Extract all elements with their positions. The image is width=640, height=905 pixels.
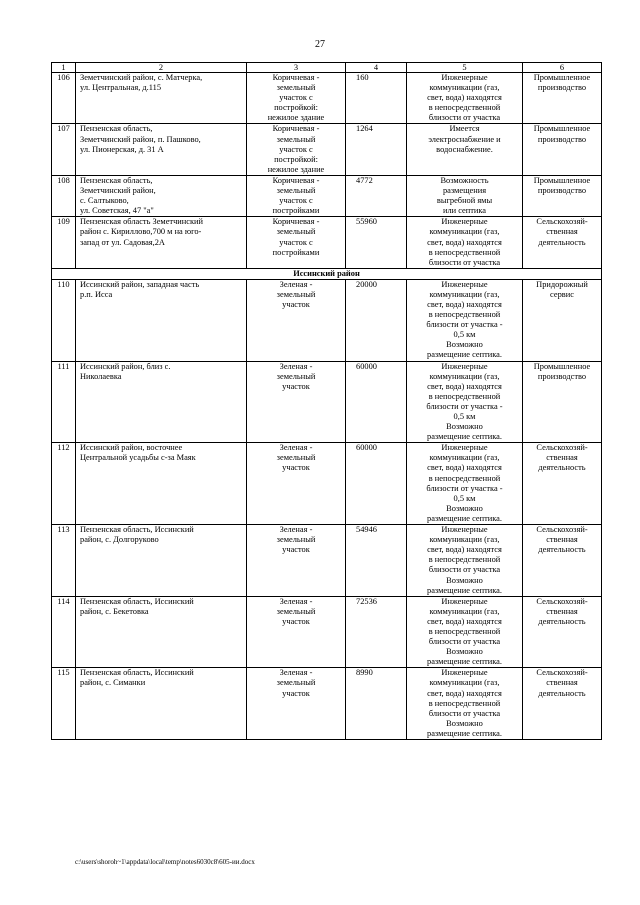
area-cell: 60000 <box>346 443 407 525</box>
file-path-footer: c:\users\shoroh~1\appdata\local\temp\notes6030c8\605-ии.docx <box>75 858 255 866</box>
row-number: 106 <box>52 73 76 124</box>
table-row <box>52 73 602 124</box>
utilities-cell: Инженерные коммуникации (газ, свет, вода) находятся в непосредственной близости от участка Возможно размещение септика. <box>407 668 523 740</box>
table-row <box>52 175 602 216</box>
area-cell: 8990 <box>346 668 407 740</box>
utilities-cell: Имеется электроснабжение и водоснабжение. <box>407 124 523 175</box>
land-plots-table <box>51 62 602 740</box>
utilities-cell: Инженерные коммуникации (газ, свет, вода) находятся в непосредственной близости от участка - 0,5 км Возможно размещение септика. <box>407 361 523 443</box>
area-cell: 54946 <box>346 525 407 597</box>
address-cell: Земетчинский район, с. Матчерка, ул. Центральная, д.115 <box>76 73 247 124</box>
address-cell: Пензенская область Земетчинский район с. Кириллово,700 м на юго- запад от ул. Садовая,2А <box>76 217 247 268</box>
purpose-cell: Сельскохозяй- ственная деятельность <box>523 443 602 525</box>
category-cell: Коричневая - земельный участок с постройкой: нежилое здание <box>247 73 346 124</box>
category-cell: Зеленая - земельный участок <box>247 596 346 668</box>
area-cell: 60000 <box>346 361 407 443</box>
address-cell: Иссинский район, близ с. Николаевка <box>76 361 247 443</box>
row-number: 112 <box>52 443 76 525</box>
category-cell: Коричневая - земельный участок с постройкой: нежилое здание <box>247 124 346 175</box>
category-cell: Зеленая - земельный участок <box>247 279 346 361</box>
area-cell: 160 <box>346 73 407 124</box>
table-row <box>52 596 602 668</box>
column-header: 5 <box>407 63 523 73</box>
category-cell: Коричневая - земельный участок с постройками <box>247 175 346 216</box>
area-cell: 55960 <box>346 217 407 268</box>
address-cell: Иссинский район, восточнее Центральной усадьбы с-за Маяк <box>76 443 247 525</box>
area-cell: 20000 <box>346 279 407 361</box>
purpose-cell: Сельскохозяй- ственная деятельность <box>523 668 602 740</box>
row-number: 108 <box>52 175 76 216</box>
row-number: 113 <box>52 525 76 597</box>
address-cell: Иссинский район, западная часть р.п. Исса <box>76 279 247 361</box>
category-cell: Зеленая - земельный участок <box>247 668 346 740</box>
table-row <box>52 443 602 525</box>
page-number: 27 <box>315 39 325 50</box>
column-header: 2 <box>76 63 247 73</box>
table-row <box>52 124 602 175</box>
category-cell: Зеленая - земельный участок <box>247 361 346 443</box>
utilities-cell: Инженерные коммуникации (газ, свет, вода) находятся в непосредственной близости от участка Возможно размещение септика. <box>407 525 523 597</box>
column-header: 6 <box>523 63 602 73</box>
row-number: 109 <box>52 217 76 268</box>
table-row <box>52 279 602 361</box>
address-cell: Пензенская область, Земетчинский район, с. Салтыково, ул. Советская, 47 "а" <box>76 175 247 216</box>
area-cell: 4772 <box>346 175 407 216</box>
address-cell: Пензенская область, Земетчинский район, п. Пашково, ул. Пионерская, д. 31 А <box>76 124 247 175</box>
area-cell: 1264 <box>346 124 407 175</box>
purpose-cell: Промышленное производство <box>523 361 602 443</box>
column-header: 1 <box>52 63 76 73</box>
section-title: Иссинский район <box>52 268 602 279</box>
address-cell: Пензенская область, Иссинский район, с. Симанки <box>76 668 247 740</box>
utilities-cell: Возможность размещения выгребной ямы или септика <box>407 175 523 216</box>
row-number: 107 <box>52 124 76 175</box>
utilities-cell: Инженерные коммуникации (газ, свет, вода) находятся в непосредственной близости от участка - 0,5 км Возможно размещение септика. <box>407 279 523 361</box>
table-row <box>52 525 602 597</box>
row-number: 110 <box>52 279 76 361</box>
purpose-cell: Сельскохозяй- ственная деятельность <box>523 525 602 597</box>
column-header: 4 <box>346 63 407 73</box>
purpose-cell: Промышленное производство <box>523 73 602 124</box>
row-number: 114 <box>52 596 76 668</box>
section-row <box>52 268 602 279</box>
utilities-cell: Инженерные коммуникации (газ, свет, вода) находятся в непосредственной близости от участка <box>407 73 523 124</box>
table-header-row <box>52 63 602 73</box>
address-cell: Пензенская область, Иссинский район, с. Долгоруково <box>76 525 247 597</box>
area-cell: 72536 <box>346 596 407 668</box>
address-cell: Пензенская область, Иссинский район, с. Бекетовка <box>76 596 247 668</box>
category-cell: Зеленая - земельный участок <box>247 525 346 597</box>
row-number: 115 <box>52 668 76 740</box>
table-row <box>52 668 602 740</box>
category-cell: Коричневая - земельный участок с постройками <box>247 217 346 268</box>
purpose-cell: Промышленное производство <box>523 175 602 216</box>
table-row <box>52 361 602 443</box>
utilities-cell: Инженерные коммуникации (газ, свет, вода) находятся в непосредственной близости от участка - 0,5 км Возможно размещение септика. <box>407 443 523 525</box>
purpose-cell: Придорожный сервис <box>523 279 602 361</box>
table-row <box>52 217 602 268</box>
category-cell: Зеленая - земельный участок <box>247 443 346 525</box>
utilities-cell: Инженерные коммуникации (газ, свет, вода) находятся в непосредственной близости от участка Возможно размещение септика. <box>407 596 523 668</box>
purpose-cell: Промышленное производство <box>523 124 602 175</box>
row-number: 111 <box>52 361 76 443</box>
utilities-cell: Инженерные коммуникации (газ, свет, вода) находятся в непосредственной близости от участка <box>407 217 523 268</box>
column-header: 3 <box>247 63 346 73</box>
purpose-cell: Сельскохозяй- ственная деятельность <box>523 596 602 668</box>
purpose-cell: Сельскохозяй- ственная деятельность <box>523 217 602 268</box>
